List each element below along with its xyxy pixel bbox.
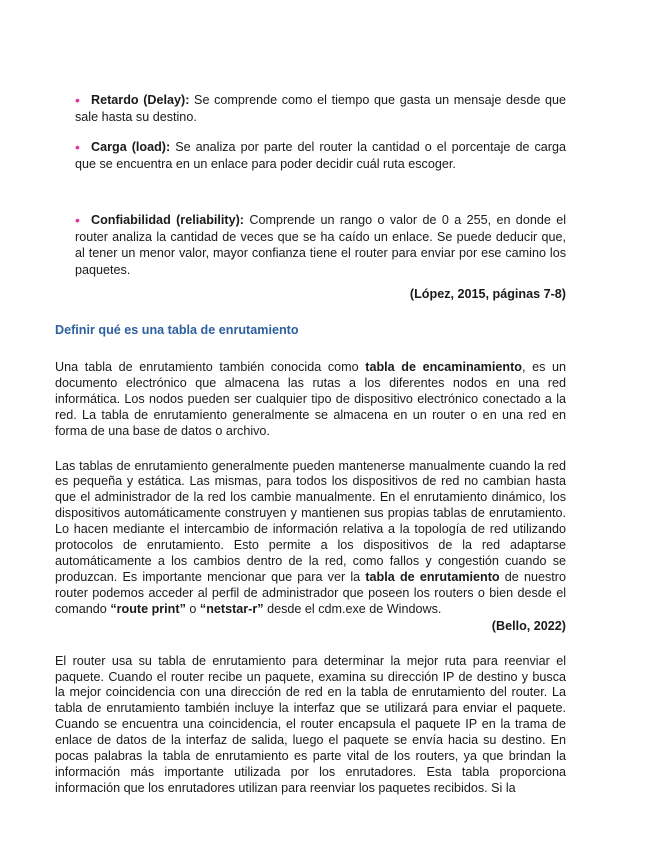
citation-bello: (Bello, 2022): [491, 618, 566, 633]
bullet-description: Comprende un rango o valor de 0 a 255, en donde el router analiza la cantidad de veces que se ha caído un enlace. Se puede deducir que, al tener un menor valor, mayor confianza tiene el router para enviar por ese camino los paquetes.: [75, 213, 566, 277]
text-run: de nuestro router podemos acceder al perfil de administrador que poseen los routers o bien desde el comando: [55, 569, 567, 616]
paragraph-definition: [55, 360, 566, 440]
bullet-text: [75, 92, 566, 125]
bullet-term: Carga (load):: [91, 140, 171, 154]
text-run: o: [185, 601, 200, 616]
bullet-term: Retardo (Delay):: [91, 93, 190, 107]
section-heading: Definir qué es una tabla de enrutamiento: [55, 323, 299, 337]
bullet-text: [75, 212, 566, 278]
bullet-description: Se comprende como el tiempo que gasta un mensaje desde que sale hasta su destino.: [75, 93, 566, 124]
paragraph-routing-tables: [55, 459, 566, 618]
bullet-description: Se analiza por parte del router la cantidad o el porcentaje de carga que se encuentra en un enlace para poder decidir cuál ruta escoger.: [75, 140, 566, 171]
text-run: Una tabla de enrutamiento también conocida como: [55, 360, 366, 374]
text-run: desde el cdm.exe de Windows.: [263, 601, 442, 616]
paragraph-router-usage: El router usa su tabla de enrutamiento para determinar la mejor ruta para reenviar el paquete. Cuando el router recibe un paquete, examina su dirección IP de destino y busca la mejor coincidencia con una dirección de red en la tabla de enrutamiento del router. La tabla de enrutamiento también incluye la interfaz que se utilizará para enviar el paquete. Cuando se encuentra una coincidencia, el router encapsula el paquete IP en la trama de enlace de datos de la interfaz de salida, luego el paquete se envía hacia su destino. En pocas palabras la tabla de enrutamiento es parte vital de los routers, ya que brindan la información más importante utilizada por los enrutadores. Esta tabla proporciona información que los enrutadores utilizan para reenviar los paquetes recibidos. Si la: [55, 653, 566, 795]
citation-lopez: (López, 2015, páginas 7-8): [409, 287, 566, 301]
bullet-text: [75, 139, 566, 172]
bullet-load: [55, 139, 566, 172]
text-run: Las tablas de enrutamiento generalmente pueden mantenerse manualmente cuando la red es pequeña y estática. Las mismas, para todos los dispositivos de red no cambian hasta que el administrador de la red los cambie manualmente. En el enrutamiento dinámico, los dispositivos automáticamente construyen y mantienen sus propias tablas de enrutamiento. Lo hacen mediante el intercambio de información relativa a la topología de red utilizando protocolos de enrutamiento. Esto permite a los dispositivos de la red adaptarse automáticamente a los cambios dentro de la red, como fallos y congestión cuando se produzcan. Es importante mencionar que para ver la: [55, 458, 566, 584]
document-page: [55, 92, 566, 797]
bullet-dot-icon: •: [75, 92, 80, 108]
text-run: , es un documento electrónico que almacena las rutas a los diferentes nodos en una red informática. Los nodos pueden ser cualquier tipo de dispositivo electrónico conectado a la red. La tabla de enrutamiento generalmente se almacena en un router o en una red en forma de una base de datos o archivo.: [55, 360, 566, 438]
bold-term: tabla de encaminamiento: [365, 360, 522, 374]
bullet-term: Confiabilidad (reliability):: [91, 213, 244, 227]
bold-command: “netstar-r”: [199, 601, 264, 616]
bold-command: “route print”: [110, 601, 186, 616]
bullet-dot-icon: •: [75, 139, 80, 155]
bullet-delay: [55, 92, 566, 125]
bullet-dot-icon: •: [75, 212, 80, 228]
bullet-reliability: [55, 212, 566, 278]
bold-term: tabla de enrutamiento: [365, 569, 500, 584]
